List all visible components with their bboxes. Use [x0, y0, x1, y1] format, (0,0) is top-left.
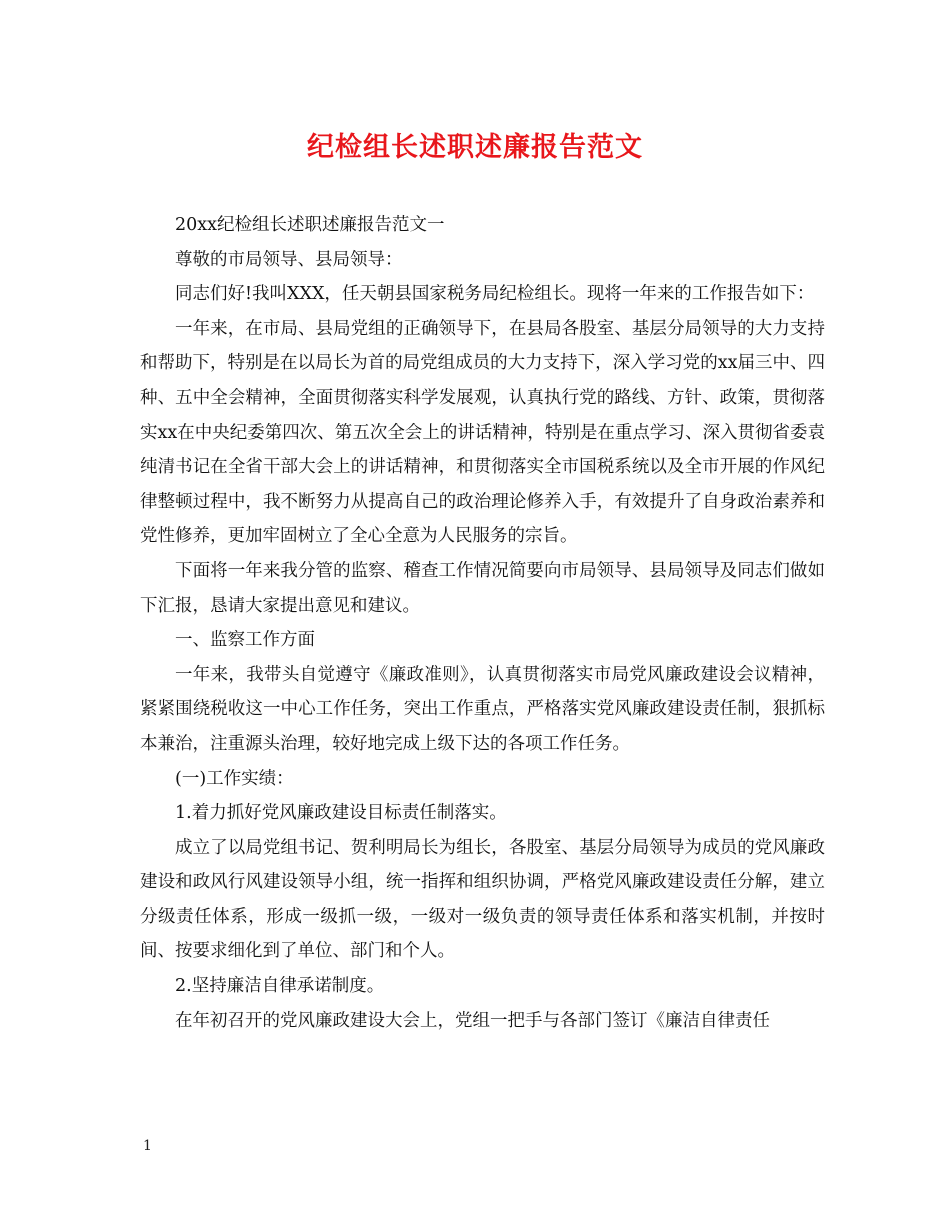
document-title: 纪检组长述职述廉报告范文: [307, 132, 643, 163]
item-heading-commitment: 2.坚持廉洁自律承诺制度。: [175, 976, 385, 997]
item-heading-responsibility: 1.着力抓好党风廉政建设目标责任制落实。: [175, 803, 507, 824]
commitment-paragraph: 在年初召开的党风廉政建设大会上，党组一把手与各部门签订《廉洁自律责任: [175, 1010, 770, 1031]
report-subtitle: 20xx纪检组长述职述廉报告范文一: [175, 215, 445, 235]
responsibility-paragraph: 成立了以局党组书记、贺利明局长为组长，各股室、基层分局领导为成员的党风廉政建设和政风行风建设领导小组，统一指挥和组织协调，严格党风廉政建设责任分解，建立分级责任体系，形成一级抓一级，一级对一级负责的领导责任体系和落实机制，并按时间、按要求细化到了单位、部门和个人。: [140, 837, 825, 962]
section-heading-supervision: 一、监察工作方面: [175, 630, 315, 651]
introduction-paragraph: 同志们好!我叫XXX，任天朝县国家税务局纪检组长。现将一年来的工作报告如下：: [175, 284, 815, 305]
page-number: 1: [143, 1138, 152, 1154]
summary-paragraph: 下面将一年来我分管的监察、稽查工作情况简要向市局领导、县局领导及同志们做如下汇报，恳请大家提出意见和建议。: [140, 560, 825, 616]
supervision-paragraph: 一年来，我带头自觉遵守《廉政准则》，认真贯彻落实市局党风廉政建设会议精神，紧紧围绕税收这一中心工作任务，突出工作重点，严格落实党风廉政建设责任制，狠抓标本兼治，注重源头治理，较好地完成上级下达的各项工作任务。: [140, 664, 825, 754]
salutation: 尊敬的市局领导、县局领导：: [175, 249, 403, 270]
document-body: [140, 208, 825, 1038]
subsection-heading-achievements: (一)工作实绩：: [175, 768, 294, 789]
overview-paragraph: 一年来，在市局、县局党组的正确领导下，在县局各股室、基层分局领导的大力支持和帮助下，特别是在以局长为首的局党组成员的大力支持下，深入学习党的xx届三中、四种、五中全会精神，全面贯彻落实科学发展观，认真执行党的路线、方针、政策，贯彻落实xx在中央纪委第四次、第五次全会上的讲话精神，特别是在重点学习、深入贯彻省委袁纯清书记在全省干部大会上的讲话精神，和贯彻落实全市国税系统以及全市开展的作风纪律整顿过程中，我不断努力从提高自己的政治理论修养入手，有效提升了自身政治素养和党性修养，更加牢固树立了全心全意为人民服务的宗旨。: [140, 318, 825, 547]
